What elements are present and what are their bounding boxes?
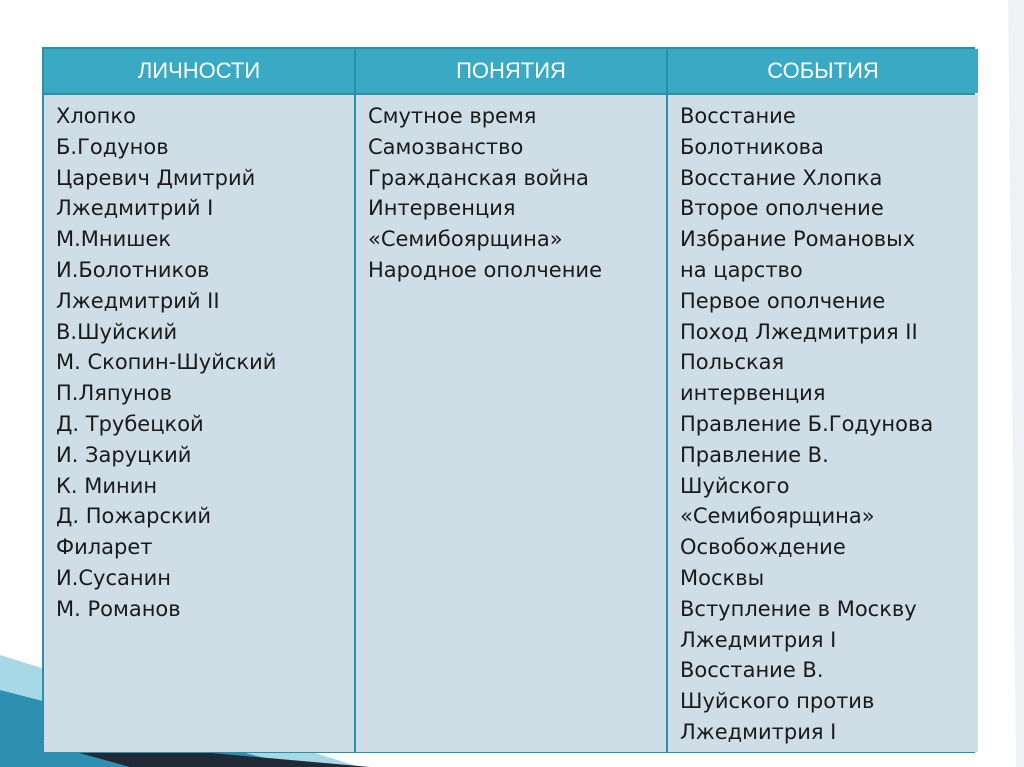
list-item: В.Шуйский <box>56 319 178 344</box>
list-item: Избрание Романовых <box>680 227 916 252</box>
list-item: Лжедмитрий I <box>56 196 214 221</box>
header-events: СОБЫТИЯ <box>668 49 978 93</box>
list-item: Первое ополчение <box>680 288 886 313</box>
table-body-row <box>44 95 978 752</box>
list-item: Второе ополчение <box>680 196 884 221</box>
list-item: Москвы <box>680 565 765 590</box>
table-header-row <box>44 49 978 93</box>
header-concepts: ПОНЯТИЯ <box>356 49 666 93</box>
list-item: Восстание Хлопка <box>680 165 883 190</box>
list-item: интервенция <box>680 381 826 406</box>
list-item: Вступление в Москву <box>680 596 917 621</box>
list-item: Самозванство <box>368 134 524 159</box>
list-item: Царевич Дмитрий <box>56 165 256 190</box>
list-item: И. Заруцкий <box>56 442 192 467</box>
list-item: Польская <box>680 350 785 375</box>
list-item: «Семибоярщина» <box>680 504 875 529</box>
list-item: К. Минин <box>56 473 158 498</box>
list-item: Лжедмитрия I <box>680 719 837 744</box>
list-item: Народное ополчение <box>368 257 603 282</box>
list-item: «Семибоярщина» <box>368 227 563 252</box>
list-item: Шуйского <box>680 473 790 498</box>
list-item: Восстание В. <box>680 658 824 683</box>
personalities-cell <box>44 95 354 752</box>
list-item: Шуйского против <box>680 689 875 714</box>
list-item: Лжедмитрия I <box>680 627 837 652</box>
header-personalities: ЛИЧНОСТИ <box>44 49 354 93</box>
events-cell <box>668 95 978 752</box>
list-item: Болотникова <box>680 134 824 159</box>
list-item: Гражданская война <box>368 165 589 190</box>
list-item: Правление В. <box>680 442 829 467</box>
list-item: И.Сусанин <box>56 565 171 590</box>
right-edge-shadow <box>1008 0 1024 767</box>
list-item: Восстание <box>680 104 796 128</box>
topics-table-frame <box>42 47 975 753</box>
concepts-cell <box>356 95 666 752</box>
list-item: Хлопко <box>56 104 136 128</box>
list-item: на царство <box>680 257 803 282</box>
list-item: И.Болотников <box>56 257 210 282</box>
topics-table <box>42 47 980 754</box>
list-item: Правление Б.Годунова <box>680 411 934 436</box>
list-item: Д. Пожарский <box>56 504 212 529</box>
list-item: Смутное время <box>368 104 537 128</box>
list-item: Поход Лжедмитрия II <box>680 319 918 344</box>
list-item: Б.Годунов <box>56 134 169 159</box>
list-item: П.Ляпунов <box>56 381 173 406</box>
list-item: М.Мнишек <box>56 227 172 252</box>
list-item: Д. Трубецкой <box>56 411 204 436</box>
list-item: Освобождение <box>680 535 846 560</box>
list-item: Интервенция <box>368 196 516 221</box>
list-item: Филарет <box>56 535 153 560</box>
list-item: Лжедмитрий II <box>56 288 220 313</box>
list-item: М. Романов <box>56 596 181 621</box>
list-item: М. Скопин-Шуйский <box>56 350 277 375</box>
